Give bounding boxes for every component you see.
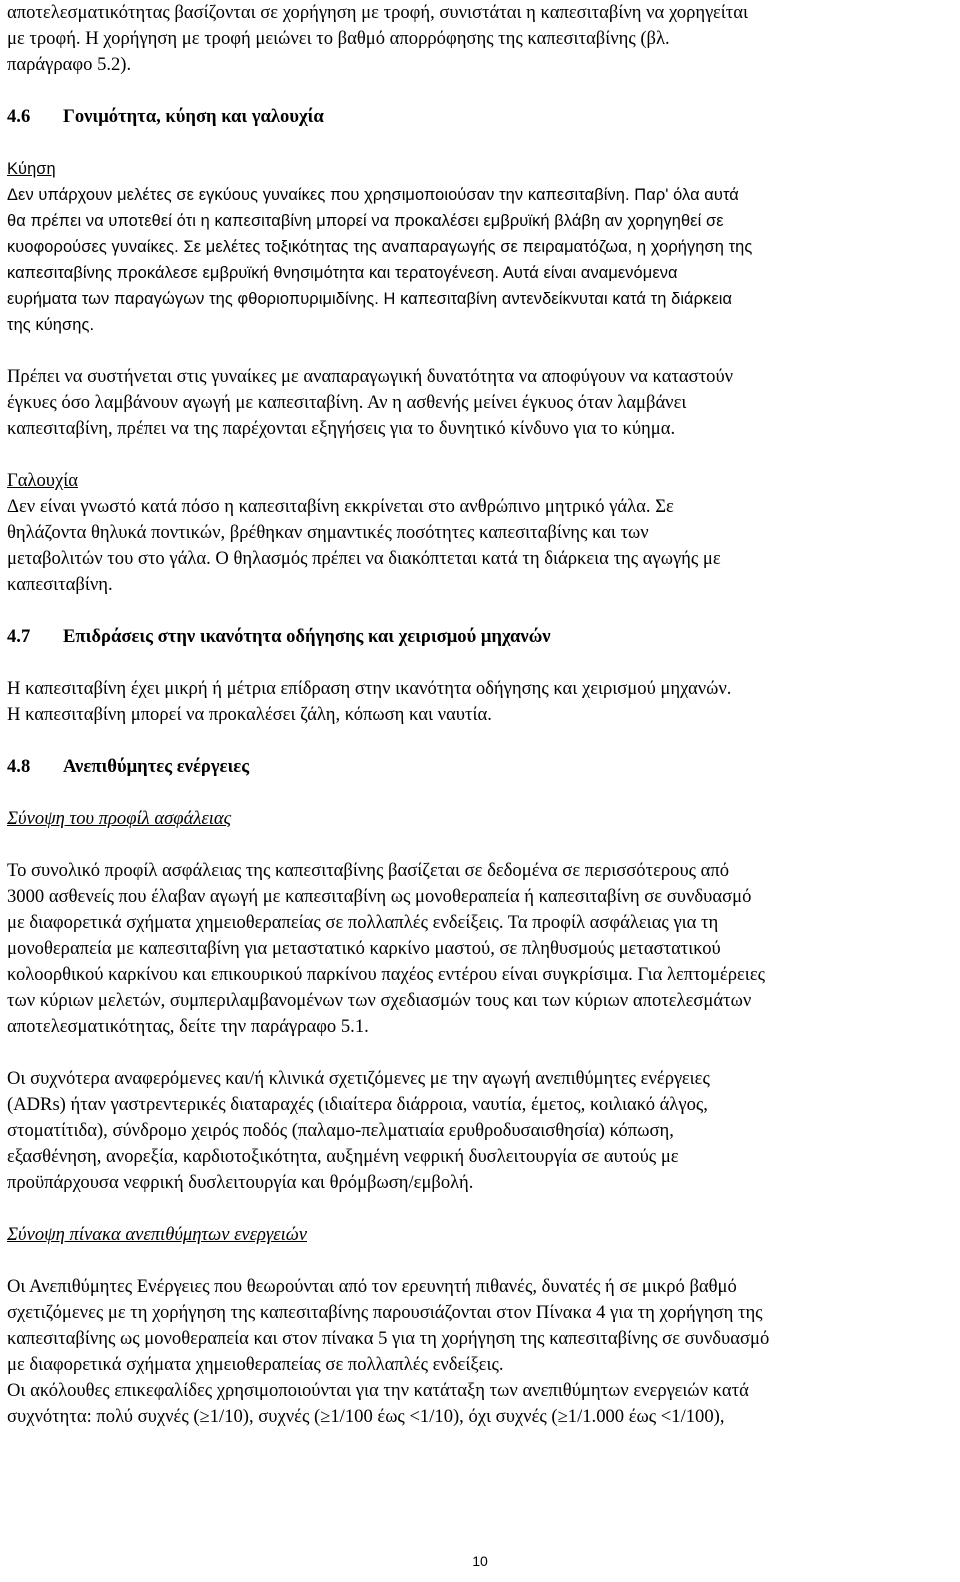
text-line: Οι ακόλουθες επικεφαλίδες χρησιμοποιούνται για την κατάταξη των ανεπιθύμητων ενεργειών κατά <box>7 1380 749 1401</box>
text-line: προϋπάρχουσα νεφρική δυσλειτουργία και θρόμβωση/εμβολή. <box>7 1172 474 1193</box>
text-line: κολοορθικού καρκίνου και επικουρικού παρκίνου παχέος εντέρου είναι συγκρίσιμα. Για λεπτομέρειες <box>7 964 765 985</box>
section-heading-4-6 <box>7 104 955 130</box>
text-line: κυοφορούσες γυναίκες. Σε μελέτες τοξικότητας της αναπαραγωγής σε πειραματόζωα, η χορήγηση της <box>7 238 753 256</box>
adr-paragraph <box>7 1066 955 1196</box>
text-line: παράγραφο 5.2). <box>7 54 132 75</box>
text-line: συχνότητα: πολύ συχνές (≥1/10), συχνές (≥1/100 έως <1/10), όχι συχνές (≥1/1.000 έως <1/100), <box>7 1406 725 1427</box>
text-line: στοματίτιδα), σύνδρομο χειρός ποδός (παλαμο-πελματιαία ερυθροδυσαισθησία) κόπωση, <box>7 1120 674 1141</box>
text-line: 3000 ασθενείς που έλαβαν αγωγή με καπεσιταβίνη ως μονοθεραπεία ή καπεσιταβίνη σε συνδυασμό <box>7 886 752 907</box>
contraception-paragraph <box>7 364 955 442</box>
driving-paragraph <box>7 676 955 728</box>
text-line: ευρήματα των παραγώγων της φθοριοπυριμιδίνης. Η καπεσιταβίνη αντενδείκνυται κατά τη διάρκεια <box>7 290 733 308</box>
text-line: εξασθένηση, ανορεξία, καρδιοτοξικότητα, αυξημένη νεφρική δυσλειτουργία σε αυτούς με <box>7 1146 679 1167</box>
section-title: Γονιμότητα, κύηση και γαλουχία <box>63 106 324 127</box>
section-heading-4-8 <box>7 754 955 780</box>
pregnancy-heading: Κύηση <box>7 160 56 178</box>
safety-profile-paragraph <box>7 858 955 1040</box>
text-line: με τροφή. Η χορήγηση με τροφή μειώνει το βαθμό απορρόφησης της καπεσιταβίνης (βλ. <box>7 28 670 49</box>
text-line: καπεσιταβίνη. <box>7 574 113 595</box>
text-line: Δεν είναι γνωστό κατά πόσο η καπεσιταβίνη εκκρίνεται στο ανθρώπινο μητρικό γάλα. Σε <box>7 496 674 517</box>
text-line: Οι συχνότερα αναφερόμενες και/ή κλινικά σχετιζόμενες με την αγωγή ανεπιθύμητες ενέργειες <box>7 1068 710 1089</box>
text-line: καπεσιταβίνης ως μονοθεραπεία και στον πίνακα 5 για τη χορήγηση της καπεσιταβίνης σε συνδυασμό <box>7 1328 770 1349</box>
adr-table-summary-heading: Σύνοψη πίνακα ανεπιθύμητων ενεργειών <box>7 1224 307 1245</box>
text-line: Πρέπει να συστήνεται στις γυναίκες με αναπαραγωγική δυνατότητα να αποφύγουν να καταστούν <box>7 366 734 387</box>
text-line: θα πρέπει να υποτεθεί ότι η καπεσιταβίνη μπορεί να προκαλέσει εμβρυϊκή βλάβη αν χορηγηθεί σε <box>7 212 724 230</box>
safety-profile-heading: Σύνοψη του προφίλ ασφάλειας <box>7 808 232 829</box>
text-line: Οι Ανεπιθύμητες Ενέργειες που θεωρούνται από τον ερευνητή πιθανές, δυνατές ή σε μικρό βαθμό <box>7 1276 737 1297</box>
text-line: της κύησης. <box>7 316 95 334</box>
pregnancy-paragraph <box>7 182 955 338</box>
text-line: αποτελεσματικότητας βασίζονται σε χορήγηση με τροφή, συνιστάται η καπεσιταβίνη να χορηγείται <box>7 2 749 23</box>
text-line: μεταβολιτών του στο γάλα. Ο θηλασμός πρέπει να διακόπτεται κατά τη διάρκεια της αγωγής με <box>7 548 721 569</box>
section-title: Επιδράσεις στην ικανότητα οδήγησης και χειρισμού μηχανών <box>63 626 551 647</box>
section-number: 4.8 <box>7 756 31 777</box>
section-title: Ανεπιθύμητες ενέργειες <box>63 756 250 777</box>
intro-paragraph <box>7 0 955 78</box>
text-line: των κύριων μελετών, συμπεριλαμβανομένων των σχεδιασμών τους και των κύριων αποτελεσμάτων <box>7 990 752 1011</box>
text-line: Η καπεσιταβίνη έχει μικρή ή μέτρια επίδραση στην ικανότητα οδήγησης και χειρισμού μηχανών. <box>7 678 732 699</box>
text-line: Η καπεσιταβίνη μπορεί να προκαλέσει ζάλη, κόπωση και ναυτία. <box>7 704 492 725</box>
text-line: Το συνολικό προφίλ ασφάλειας της καπεσιταβίνης βασίζεται σε δεδομένα σε περισσότερους από <box>7 860 730 881</box>
section-number: 4.6 <box>7 106 31 127</box>
text-line: έγκυες όσο λαμβάνουν αγωγή με καπεσιταβίνη. Αν η ασθενής μείνει έγκυος όταν λαμβάνει <box>7 392 687 413</box>
text-line: σχετιζόμενες με τη χορήγηση της καπεσιταβίνης παρουσιάζονται στον Πίνακα 4 για τη χορήγηση της <box>7 1302 763 1323</box>
text-line: μονοθεραπεία με καπεσιταβίνη για μεταστατικό καρκίνο μαστού, σε πληθυσμούς μεταστατικού <box>7 938 721 959</box>
lactation-heading: Γαλουχία <box>7 470 79 491</box>
lactation-paragraph <box>7 494 955 598</box>
document-page <box>7 0 955 1430</box>
text-line: με διαφορετικά σχήματα χημειοθεραπείας σε πολλαπλές ενδείξεις. Τα προφίλ ασφάλειας για τη <box>7 912 719 933</box>
section-number: 4.7 <box>7 626 31 647</box>
text-line: καπεσιταβίνη, πρέπει να της παρέχονται εξηγήσεις για το δυνητικό κίνδυνο για το κύημα. <box>7 418 676 439</box>
section-heading-4-7 <box>7 624 955 650</box>
page-number: 10 <box>472 1553 488 1569</box>
text-line: αποτελεσματικότητας, δείτε την παράγραφο 5.1. <box>7 1016 369 1037</box>
text-line: με διαφορετικά σχήματα χημειοθεραπείας σε πολλαπλές ενδείξεις. <box>7 1354 504 1375</box>
adr-table-paragraph <box>7 1274 955 1430</box>
text-line: (ADRs) ήταν γαστρεντερικές διαταραχές (ιδιαίτερα διάρροια, ναυτία, έμετος, κοιλιακό άλγος, <box>7 1094 708 1115</box>
text-line: Δεν υπάρχουν μελέτες σε εγκύους γυναίκες που χρησιμοποιούσαν την καπεσιταβίνη. Παρ' όλα αυτά <box>7 186 739 204</box>
text-line: καπεσιταβίνης προκάλεσε εμβρυϊκή θνησιμότητα και τερατογένεση. Αυτά είναι αναμενόμενα <box>7 264 678 282</box>
text-line: θηλάζοντα θηλυκά ποντικών, βρέθηκαν σημαντικές ποσότητες καπεσιταβίνης και των <box>7 522 649 543</box>
